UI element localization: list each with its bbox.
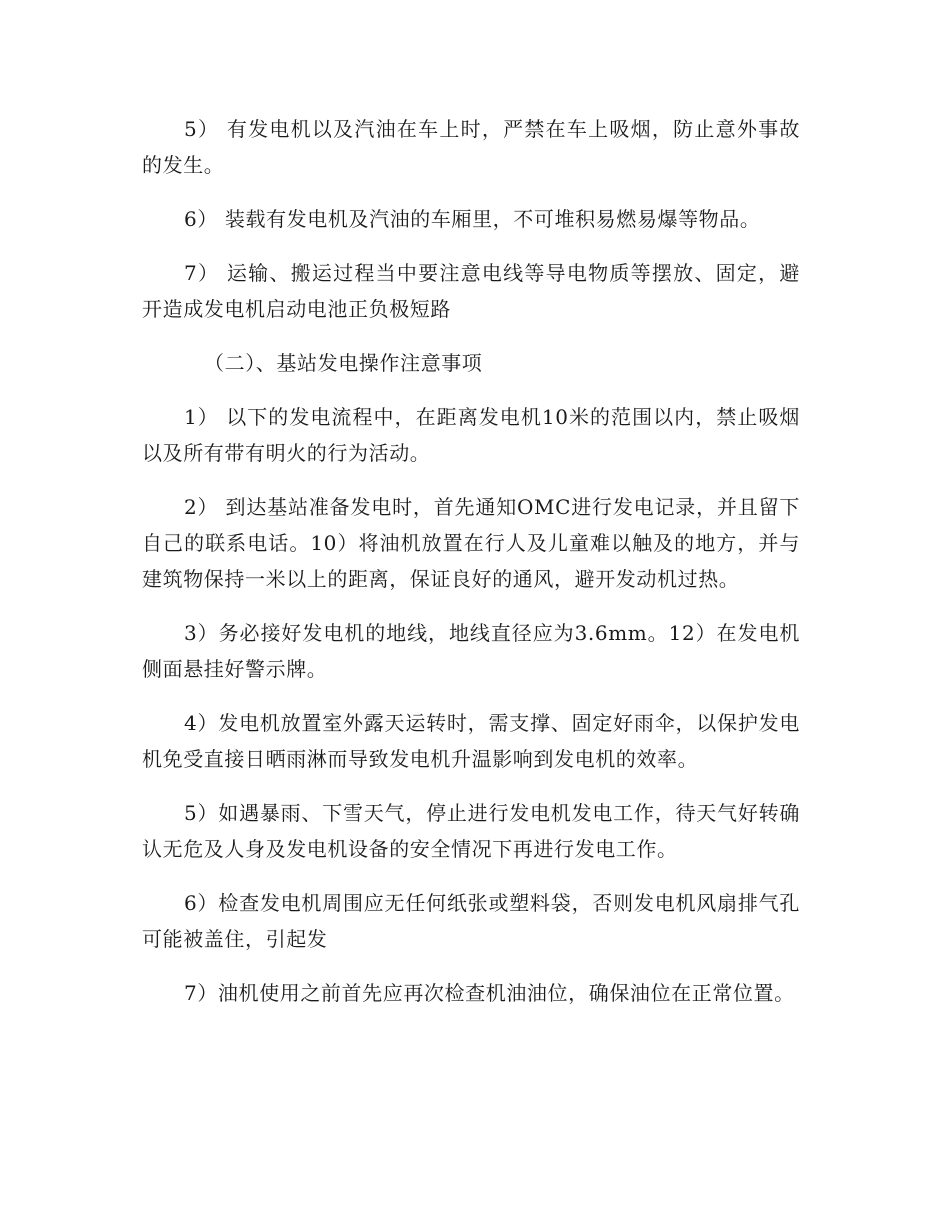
paragraph-item-7: 7） 运输、搬运过程当中要注意电线等导电物质等摆放、固定，避开造成发电机启动电池正负极短路	[142, 261, 800, 321]
section-heading: （二）、基站发电操作注意事项	[204, 351, 483, 375]
section-item-2: 2） 到达基站准备发电时，首先通知OMC进行发电记录，并且留下自己的联系电话。10）将油机放置在行人及儿童难以触及的地方，并与建筑物保持一米以上的距离，保证良好的通风，避开发动机过热。	[142, 495, 800, 591]
section-item-5: 5）如遇暴雨、下雪天气，停止进行发电机发电工作，待天气好转确认无危及人身及发电机设备的安全情况下再进行发电工作。	[142, 801, 800, 861]
section-item-3: 3）务必接好发电机的地线，地线直径应为3.6mm。12）在发电机侧面悬挂好警示牌。	[142, 621, 800, 681]
paragraph-item-5: 5） 有发电机以及汽油在车上时，严禁在车上吸烟，防止意外事故的发生。	[142, 117, 800, 177]
section-item-7: 7）油机使用之前首先应再次检查机油油位，确保油位在正常位置。	[184, 981, 795, 1005]
section-item-6: 6）检查发电机周围应无任何纸张或塑料袋，否则发电机风扇排气孔可能被盖住，引起发	[142, 891, 800, 951]
paragraph-item-6: 6） 装载有发电机及汽油的车厢里，不可堆积易燃易爆等物品。	[184, 207, 761, 231]
section-item-4: 4）发电机放置室外露天运转时，需支撑、固定好雨伞，以保护发电机免受直接日晒雨淋而导致发电机升温影响到发电机的效率。	[142, 711, 800, 771]
section-item-1: 1） 以下的发电流程中，在距离发电机10米的范围以内，禁止吸烟以及所有带有明火的行为活动。	[142, 405, 800, 465]
